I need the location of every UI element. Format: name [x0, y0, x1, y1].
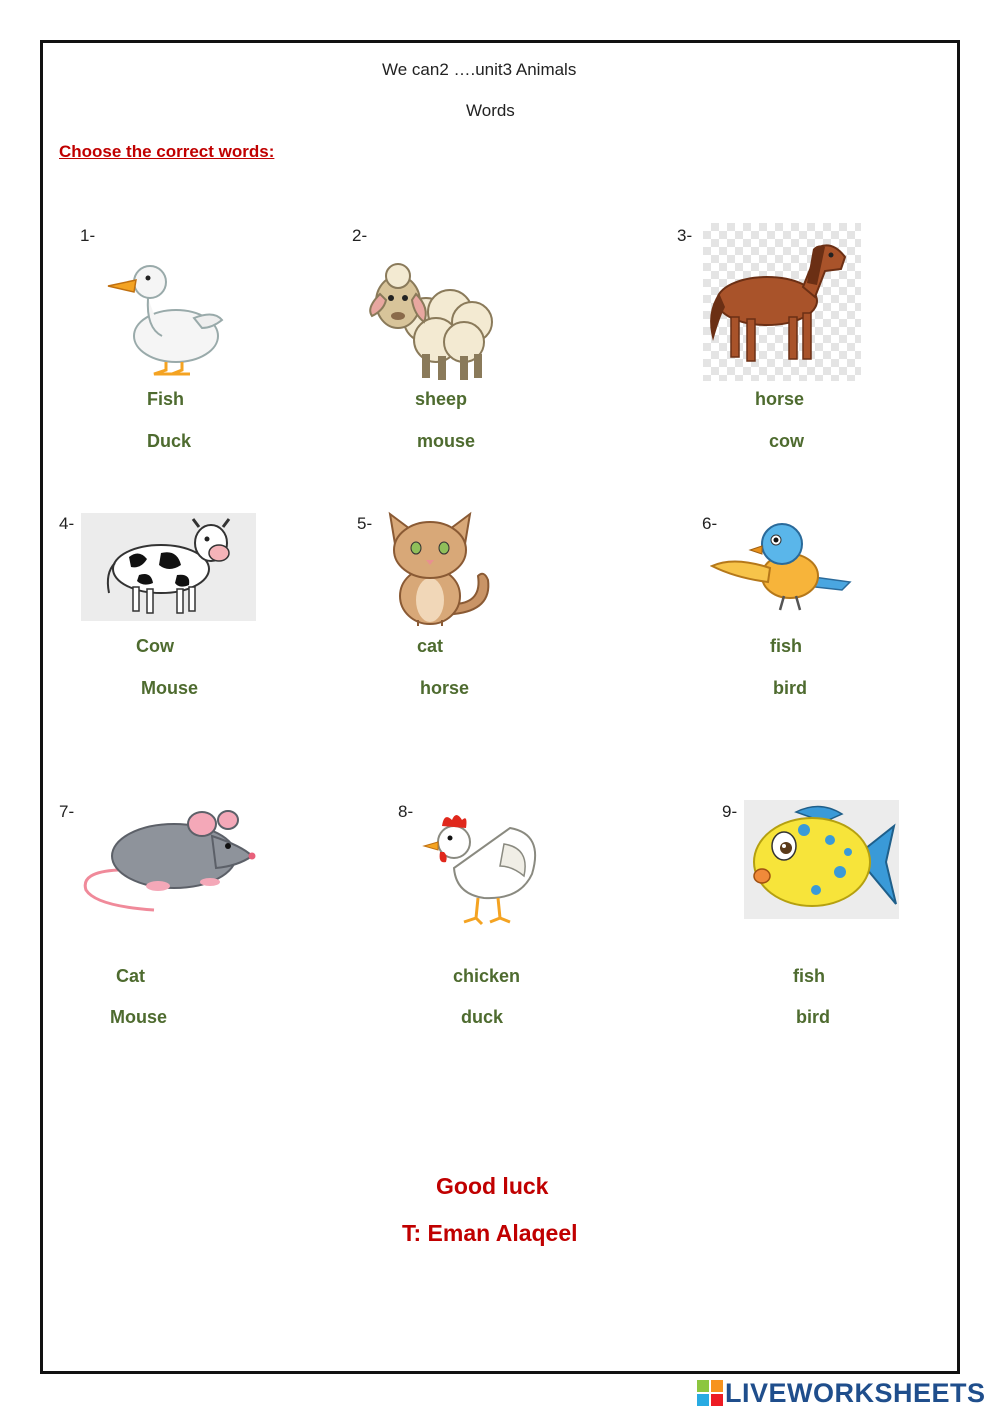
item-3-number: 3- [677, 226, 693, 245]
item-7-option-1[interactable]: Cat [116, 966, 146, 986]
sheep-picture [366, 258, 502, 384]
item-6-number: 6- [702, 514, 718, 533]
item-1-option-2[interactable]: Duck [147, 431, 192, 451]
item-3-option-2[interactable]: cow [769, 431, 805, 451]
item-2-option-1[interactable]: sheep [415, 389, 468, 409]
fish-picture-background [744, 800, 899, 919]
mouse-picture [82, 806, 258, 914]
item-1-number: 1- [80, 226, 96, 245]
cat-picture [374, 510, 498, 630]
duck-picture [106, 258, 226, 378]
liveworksheets-icon [697, 1380, 723, 1406]
worksheet-subtitle: Words [466, 101, 515, 120]
bird-picture [710, 516, 852, 614]
teacher-name: T: Eman Alaqeel [402, 1220, 578, 1246]
cow-picture-background [81, 513, 256, 621]
chicken-picture [420, 808, 544, 926]
instruction: Choose the correct words: [59, 142, 275, 161]
item-8-option-1[interactable]: chicken [453, 966, 521, 986]
item-3-option-1[interactable]: horse [755, 389, 805, 409]
liveworksheets-logo[interactable] [697, 1376, 986, 1410]
item-5-option-2[interactable]: horse [420, 678, 470, 698]
item-7-option-2[interactable]: Mouse [110, 1007, 168, 1027]
item-5-number: 5- [357, 514, 373, 533]
item-9-option-1[interactable]: fish [793, 966, 826, 986]
horse-picture [703, 223, 861, 381]
item-8-number: 8- [398, 802, 414, 821]
item-5-option-1[interactable]: cat [417, 636, 444, 656]
item-1-option-1[interactable]: Fish [147, 389, 185, 409]
item-6-option-1[interactable]: fish [770, 636, 803, 656]
item-6-option-2[interactable]: bird [773, 678, 807, 698]
item-2-option-2[interactable]: mouse [417, 431, 476, 451]
item-4-number: 4- [59, 514, 75, 533]
fish-picture [744, 800, 899, 919]
item-8-option-2[interactable]: duck [461, 1007, 504, 1027]
item-7-number: 7- [59, 802, 75, 821]
item-4-option-2[interactable]: Mouse [141, 678, 199, 698]
item-2-number: 2- [352, 226, 368, 245]
worksheet-title: We can2 ….unit3 Animals [382, 60, 577, 79]
liveworksheets-logo-text: LIVEWORKSHEETS [725, 1377, 986, 1408]
item-9-option-2[interactable]: bird [796, 1007, 830, 1027]
good-luck-text: Good luck [436, 1173, 549, 1199]
cow-picture [81, 513, 256, 621]
item-9-number: 9- [722, 802, 738, 821]
item-4-option-1[interactable]: Cow [136, 636, 174, 656]
horse-picture-background [703, 223, 861, 381]
